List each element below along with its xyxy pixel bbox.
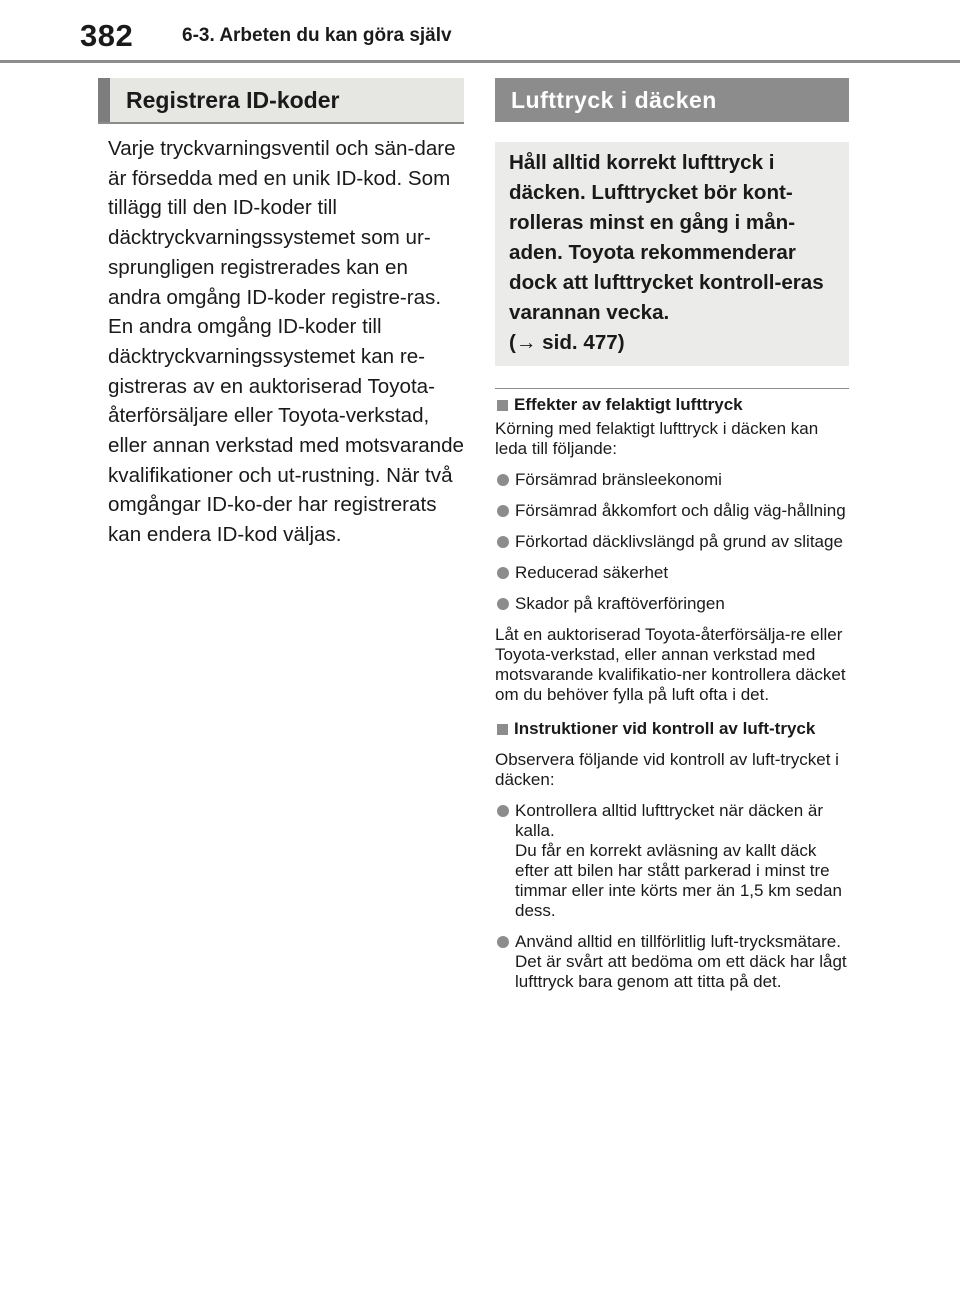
incorrect-pressure-intro: Körning med felaktigt lufttryck i däcken kan leda till följande: bbox=[495, 419, 819, 458]
circle-bullet-icon bbox=[497, 536, 509, 548]
subheading-text: Effekter av felaktigt lufttryck bbox=[514, 395, 743, 414]
page-number: 382 bbox=[80, 18, 134, 53]
list-item bbox=[495, 470, 849, 490]
check-instructions-intro: Observera följande vid kontroll av luft-trycket i däcken: bbox=[495, 750, 839, 789]
divider bbox=[495, 388, 849, 389]
incorrect-pressure-outro: Låt en auktoriserad Toyota-återförsälja-re eller Toyota-verkstad, eller annan verkstad med motsvarande kvalifikatio-ner kontrollera däcket om du behöver fylla på luft ofta i det. bbox=[495, 625, 846, 704]
left-column bbox=[98, 78, 464, 550]
list-item-detail: Du får en korrekt avläsning av kallt däck efter att bilen har stått parkerad i minst tre timmar eller inte körts mer än 1,5 km sedan dess. bbox=[515, 841, 842, 920]
list-item-detail: Det är svårt att bedöma om ett däck har lågt lufttryck bara genom att titta på det. bbox=[515, 952, 847, 991]
list-item-content bbox=[515, 801, 849, 921]
note-text: Håll alltid korrekt lufttryck i däcken. Lufttrycket bör kont-rolleras minst en gång i mån-aden. Toyota rekommenderar dock att lufttrycket kontroll-eras varannan vecka. bbox=[509, 151, 824, 324]
square-bullet-icon bbox=[497, 724, 508, 735]
list-item bbox=[495, 532, 849, 552]
circle-bullet-icon bbox=[497, 474, 509, 486]
page-header bbox=[0, 0, 960, 64]
list-item-text: Försämrad bränsleekonomi bbox=[515, 470, 722, 489]
circle-bullet-icon bbox=[497, 936, 509, 948]
id-codes-body: Varje tryckvarningsventil och sän-dare är försedda med en unik ID-kod. Som tillägg till den ID-koder till däcktryckvarningssystemet som ur-sprungligen registrerades kan en andra omgång ID-koder registre-ras. En andra omgång ID-koder till däcktryckvarningssystemet kan re-gistreras av en auktoriserad Toyota-återförsäljare eller Toyota-verkstad, eller annan verkstad med motsvarande kvalifikationer och ut-rustning. När två omgångar ID-ko-der har registrerats kan endera ID-kod väljas. bbox=[108, 137, 465, 547]
square-bullet-icon bbox=[497, 400, 508, 411]
chapter-title: 6-3. Arbeten du kan göra själv bbox=[182, 25, 452, 46]
list-item bbox=[495, 594, 849, 614]
list-item-text: Försämrad åkkomfort och dålig väg-hållning bbox=[515, 501, 846, 520]
list-item-text: Förkortad däcklivslängd på grund av slitage bbox=[515, 532, 843, 551]
header-divider bbox=[0, 60, 960, 63]
note-page-reference[interactable]: (→ sid. 477) bbox=[509, 331, 625, 354]
tire-pressure-note bbox=[495, 142, 849, 366]
list-item-text: Skador på kraftöverföringen bbox=[515, 594, 725, 613]
subheading-check-instructions bbox=[495, 719, 849, 739]
subheading-text: Instruktioner vid kontroll av luft-tryck bbox=[514, 719, 816, 738]
subheading-incorrect-pressure bbox=[495, 395, 849, 415]
list-item bbox=[495, 563, 849, 583]
list-item-text: Använd alltid en tillförlitlig luft-trycksmätare. bbox=[515, 932, 841, 951]
list-item bbox=[495, 932, 849, 992]
list-item-content bbox=[515, 932, 849, 992]
list-item bbox=[495, 501, 849, 521]
circle-bullet-icon bbox=[497, 805, 509, 817]
section-title-id-codes: Registrera ID-koder bbox=[98, 78, 464, 122]
section-underline bbox=[98, 122, 464, 124]
section-title-tire-pressure: Lufttryck i däcken bbox=[495, 78, 849, 122]
list-item-text: Reducerad säkerhet bbox=[515, 563, 669, 582]
list-item-text: Kontrollera alltid lufttrycket när däcken är kalla. bbox=[515, 801, 824, 840]
right-column bbox=[495, 78, 849, 992]
circle-bullet-icon bbox=[497, 598, 509, 610]
list-item bbox=[495, 801, 849, 921]
circle-bullet-icon bbox=[497, 567, 509, 579]
circle-bullet-icon bbox=[497, 505, 509, 517]
